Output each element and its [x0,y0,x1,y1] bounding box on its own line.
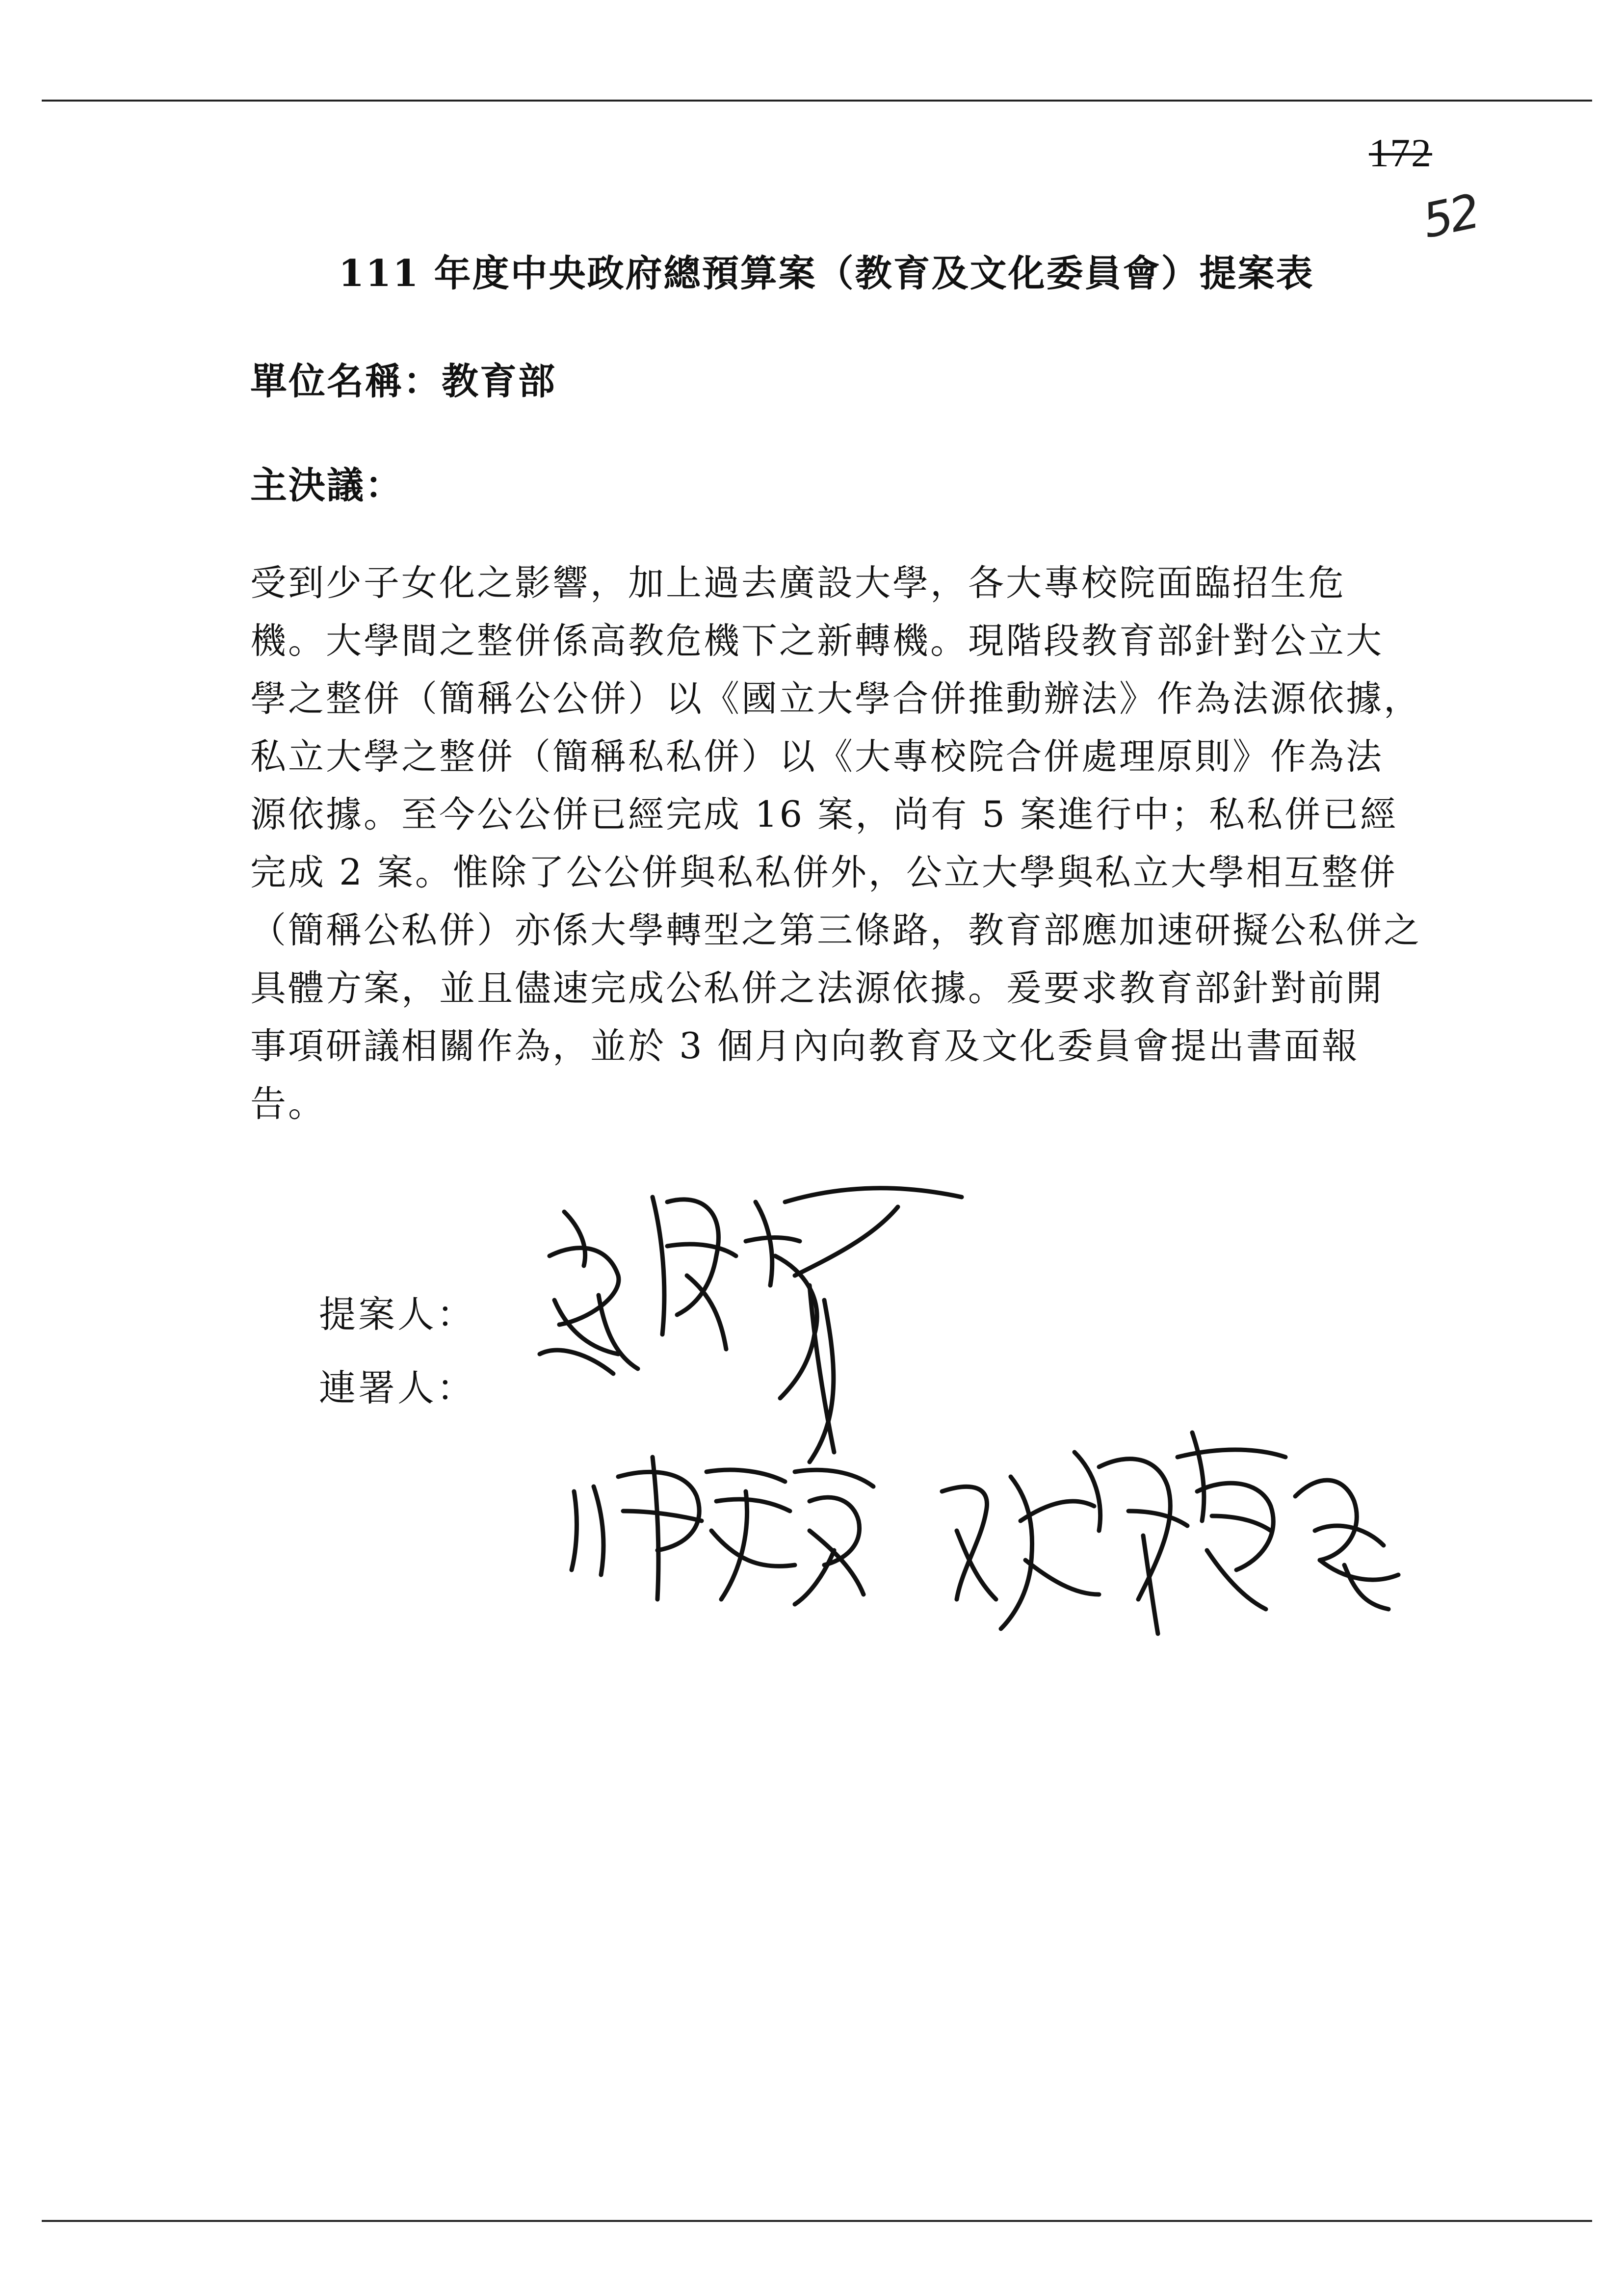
body-line: 受到少子女化之影響，加上過去廣設大學，各大專校院面臨招生危 [250,562,1346,604]
body-line: 私立大學之整併（簡稱私私併）以《大專校院合併處理原則》作為法 [250,736,1384,778]
cosigner-signature-1 [572,1457,873,1604]
main-resolution-label: 主決議： [250,464,404,507]
body-line: （簡稱公私併）亦係大學轉型之第三條路，教育部應加速研擬公私併之 [250,910,1421,951]
bottom-rule [42,2220,1592,2222]
body-line: 機。大學間之整併係高教危機下之新轉機。現階段教育部針對公立大 [250,620,1384,662]
unit-line: 單位名稱：教育部 [250,360,557,403]
body-line: 告。 [250,1083,326,1125]
proposer-signature [540,1188,962,1462]
body-line: 完成 2 案。惟除了公公併與私私併外，公立大學與私立大學相互整併 [250,852,1397,893]
body-line: 事項研議相關作為，並於 3 個月內向教育及文化委員會提出書面報 [250,1025,1360,1067]
proposer-label: 提案人： [319,1293,476,1336]
document-title: 111 年度中央政府總預算案（教育及文化委員會）提案表 [339,252,1314,295]
body-line: 源依據。至今公公併已經完成 16 案，尚有 5 案進行中；私私併已經 [250,794,1398,835]
body-line: 學之整併（簡稱公公併）以《國立大學合併推動辦法》作為法源依據， [250,678,1421,720]
body-line: 具體方案，並且儘速完成公私併之法源依據。爰要求教育部針對前開 [250,967,1384,1009]
cosigner-signature-2 [942,1433,1398,1634]
page-number-handwritten: 52 [1417,183,1482,249]
page-number-struck: 172 [1369,130,1432,175]
cosigner-label: 連署人： [319,1366,476,1409]
